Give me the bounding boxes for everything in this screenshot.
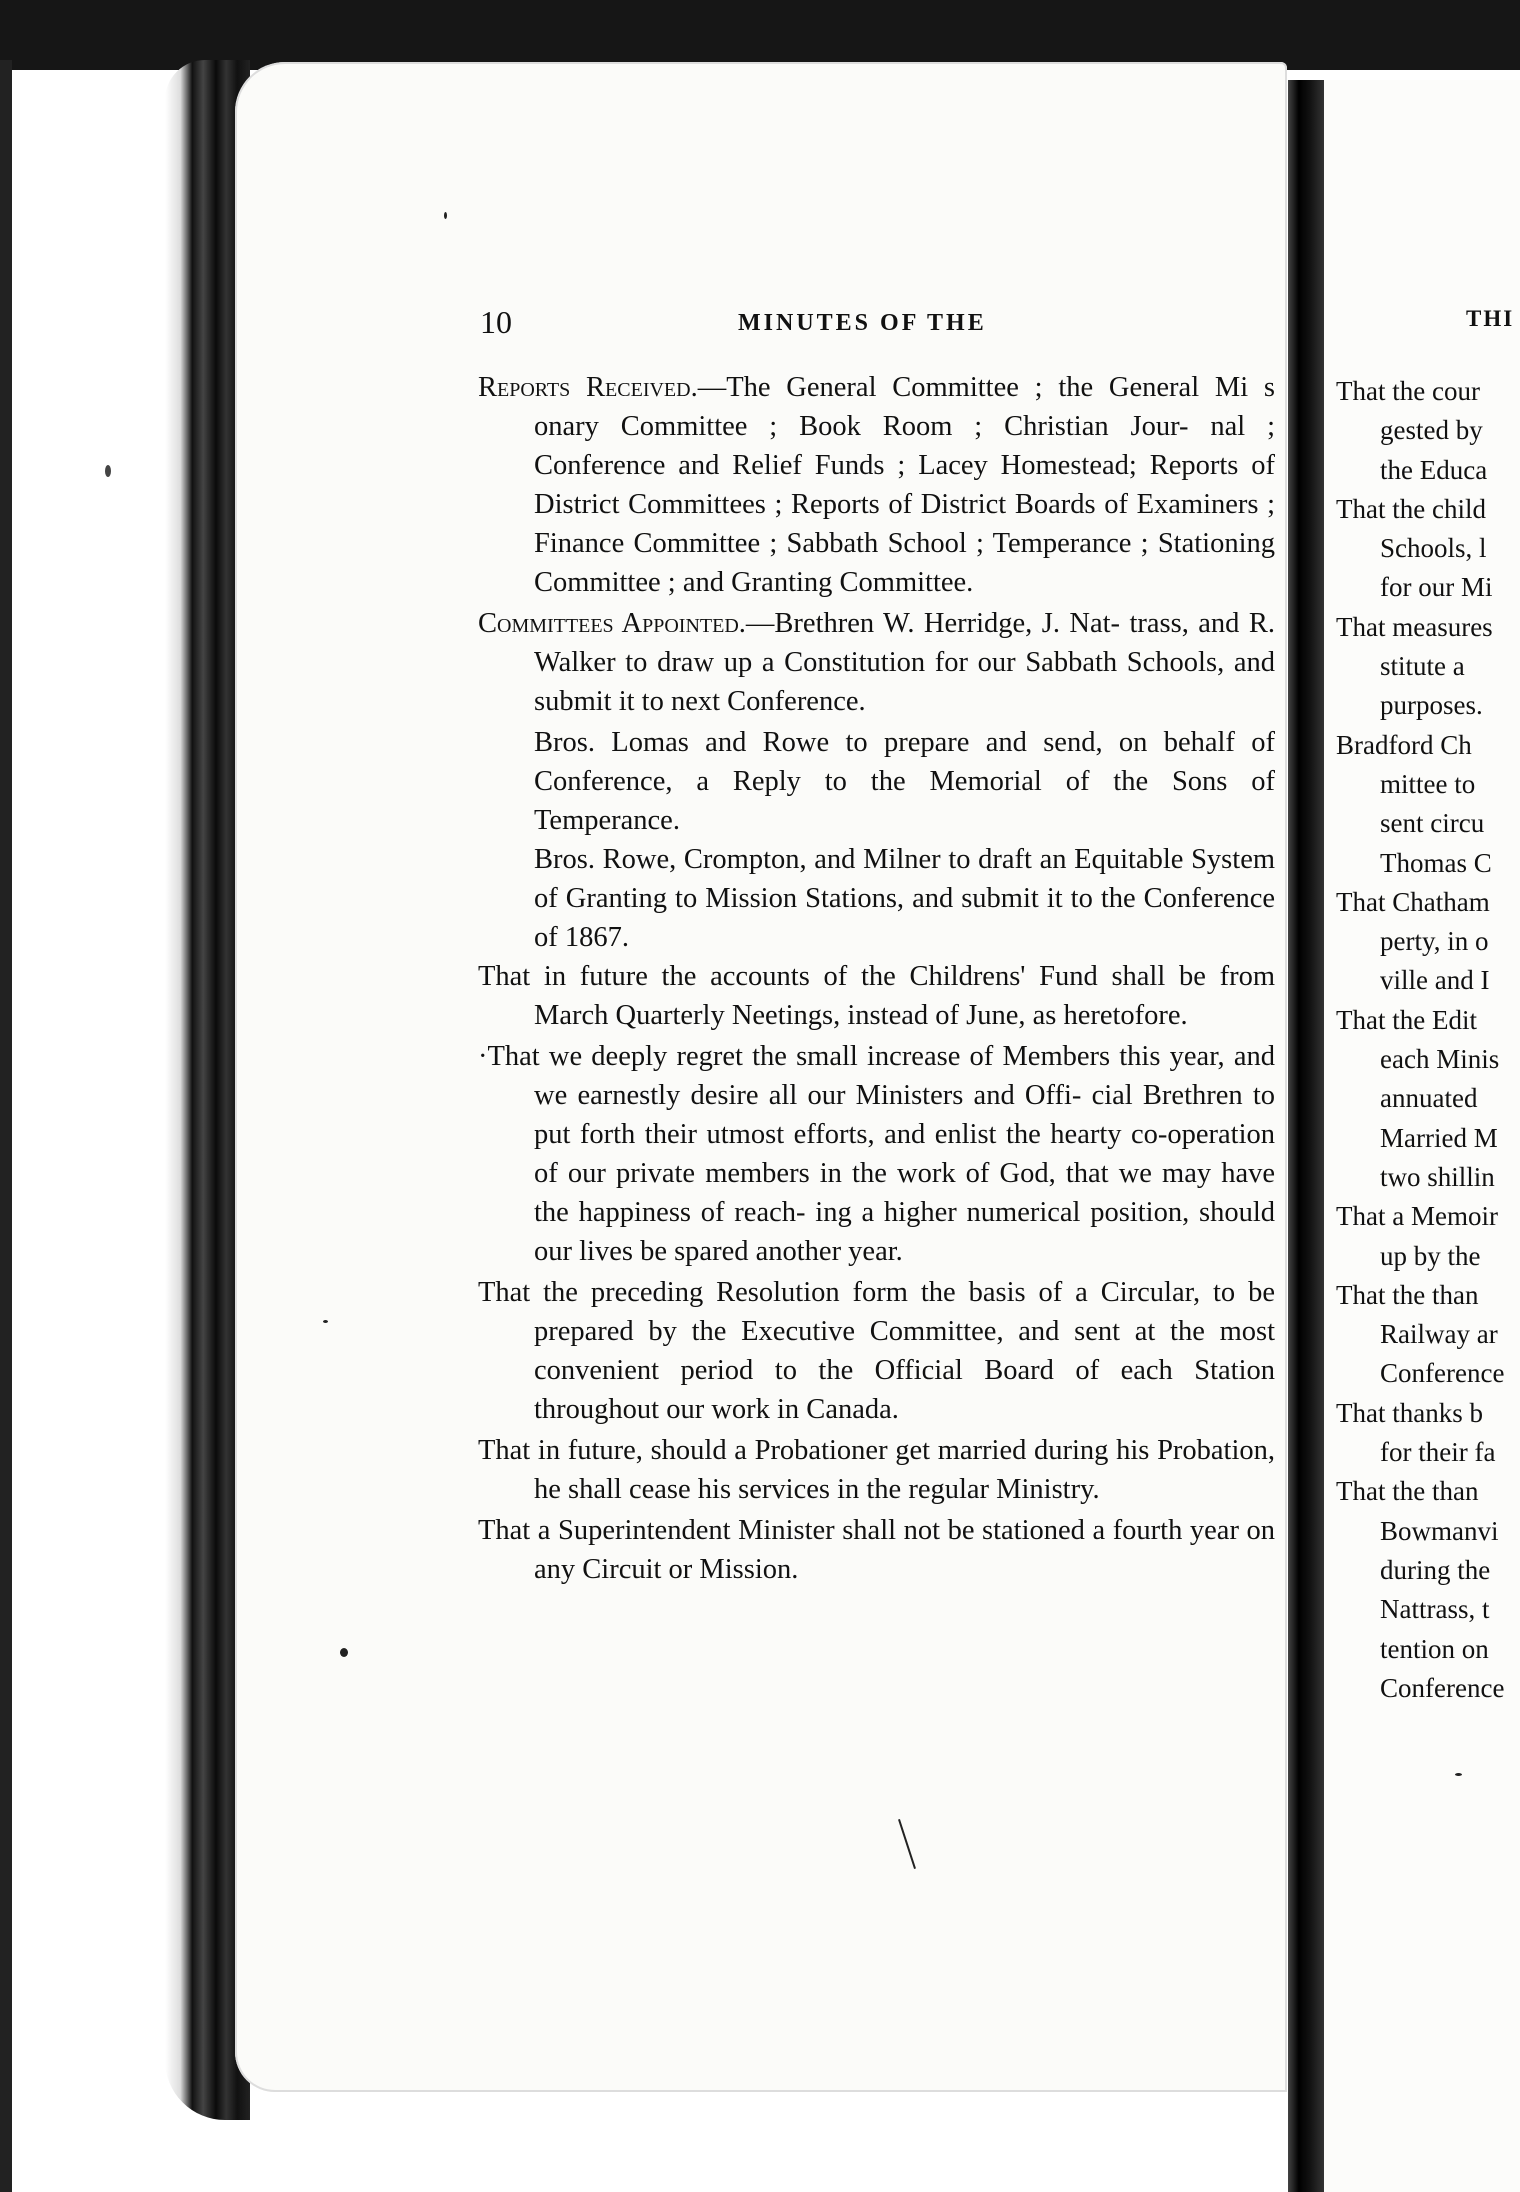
paragraph [478,1037,1275,1271]
text-line: Reports of District Committees ; Reports of District [534,450,1275,520]
text-line: That the preceding Resolution form the basis of a Circular, [478,1277,1201,1308]
paragraph [478,368,1275,602]
right-text-line: Thomas C [1380,847,1492,878]
right-text-line: ville and I [1380,965,1490,996]
right-text-line: That the cour [1336,376,1480,406]
text-line: That a Superintendent Minister shall not be stationed a [478,1515,1106,1546]
text-line: to be prepared by the Executive Committee, and sent at [534,1277,1275,1347]
right-text-line: during the [1380,1554,1491,1585]
paragraph-lead: Reports Received. [478,372,698,403]
right-text-line: That the Edit [1336,1004,1477,1035]
speck [323,1320,328,1323]
text-line: Probation, he shall cease his services in the regular [534,1435,1276,1505]
paragraph [478,957,1275,1035]
text-line: That in future the accounts of the Childrens' Fund shall be [478,961,1206,992]
text-line: spared another year. [674,1236,903,1267]
paragraph-lead: Committees Appointed. [478,608,746,639]
right-text-line: Conference [1380,1358,1505,1389]
left-page-text [478,368,1275,1591]
text-line: from March Quarterly Neetings, instead of June, as [534,961,1276,1031]
text-line: Ministry. [996,1474,1100,1505]
text-line: fourth year on any Circuit or Mission. [534,1515,1275,1585]
text-line: That in future, should a Probationer get married during his [478,1435,1150,1466]
right-text-line: for their fa [1380,1437,1496,1468]
right-text-line: annuated [1380,1083,1478,1114]
book-gutter [1288,80,1324,2192]
speck [1455,1773,1462,1776]
text-line: work of God, that we may have the happiness of reach- [534,1158,1276,1228]
right-text-line: tention on [1380,1633,1489,1664]
text-line: ing a higher numerical position, should our lives be [534,1197,1276,1267]
text-line: cial Brethren to put forth their utmost efforts, and enlist [534,1080,1276,1150]
right-text-line: sent circu [1380,808,1485,839]
text-line: to the Conference of 1867. [534,883,1276,953]
text-line: Boards of Examiners ; Finance Committee ; Sabbath [534,489,1276,559]
right-text-line: mittee to [1380,768,1476,799]
right-text-line: That the child [1336,493,1486,524]
right-text-line: That Chatham [1336,886,1490,917]
page-header [480,300,1290,340]
text-line: —The General Committee ; the General [697,372,1200,403]
text-line: School ; Temperance ; Stationing Committee ; and [534,528,1275,598]
speck [340,1648,348,1657]
right-text-line: That the than [1336,1279,1479,1310]
paragraph [478,723,1275,840]
paragraph [478,1511,1275,1589]
right-text-line: two shillin [1380,1161,1495,1192]
paragraph [478,1431,1275,1509]
text-line: —Brethren W. Herridge, J. Nat- [745,608,1121,639]
right-text-line: That the than [1336,1476,1479,1507]
right-text-line: That measures [1336,611,1493,642]
paragraph [478,840,1275,957]
right-text-line: the Educa [1380,454,1488,485]
running-head: MINUTES OF THE [738,310,987,336]
text-line: Temperance. [534,805,680,836]
text-line: ·That we deeply regret the small increase of Members this [478,1041,1161,1072]
right-text-line: Bowmanvi [1380,1515,1499,1546]
paragraph [478,1273,1275,1429]
right-text-line: That thanks b [1336,1397,1483,1428]
text-line: Bros. Rowe, Crompton, and Milner to draft an Equitable [534,844,1184,875]
text-line: nal ; Conference and Relief Funds ; Lacey Homestead; [534,411,1275,481]
right-text-line: That a Memoir [1336,1201,1498,1232]
right-page-text [1336,372,1520,1708]
text-line: trass, and R. Walker to draw up a Constitution for our [534,608,1275,678]
right-text-line: purposes. [1380,690,1483,721]
right-text-line: Nattrass, t [1380,1594,1490,1625]
right-text-line: for our Mi [1380,572,1493,603]
right-text-line: up by the [1380,1240,1481,1271]
right-text-line: gested by [1380,415,1483,446]
right-text-line: Schools, l [1380,533,1487,564]
speck [444,212,447,219]
page-number: 10 [480,304,512,340]
text-line: Granting Committee. [731,567,974,598]
text-line: year, and we earnestly desire all our Ministers and Offi- [534,1041,1275,1111]
text-line: System of Granting to Mission Stations, and submit it [534,844,1276,914]
right-text-line: perty, in o [1380,926,1489,957]
right-text-line: stitute a [1380,651,1465,682]
text-line: the most convenient period to the Official Board of [534,1316,1276,1386]
paragraph [478,604,1275,721]
right-text-line: Bradford Ch [1336,729,1472,760]
text-line: each Station throughout our work in Canada. [534,1355,1275,1425]
text-line: Mi s onary Committee ; Book Room ; Christian Jour- [534,372,1276,442]
right-text-line: Conference [1380,1672,1505,1703]
text-line: Sabbath Schools, and submit it to next Conference. [534,647,1276,717]
text-line: heretofore. [1063,1000,1188,1031]
right-text-line: Railway ar [1380,1319,1498,1350]
speck [105,465,111,477]
scan-left-border [0,60,12,2192]
right-text-line: each Minis [1380,1044,1500,1075]
right-running-head: THI [1466,306,1515,331]
right-text-line: Married M [1380,1122,1498,1153]
text-line: Bros. Lomas and Rowe to prepare and send, on behalf [534,727,1235,758]
text-line: the hearty co-operation of our private members in the [534,1119,1276,1189]
text-line: of Conference, a Reply to the Memorial of the Sons of [534,727,1275,797]
